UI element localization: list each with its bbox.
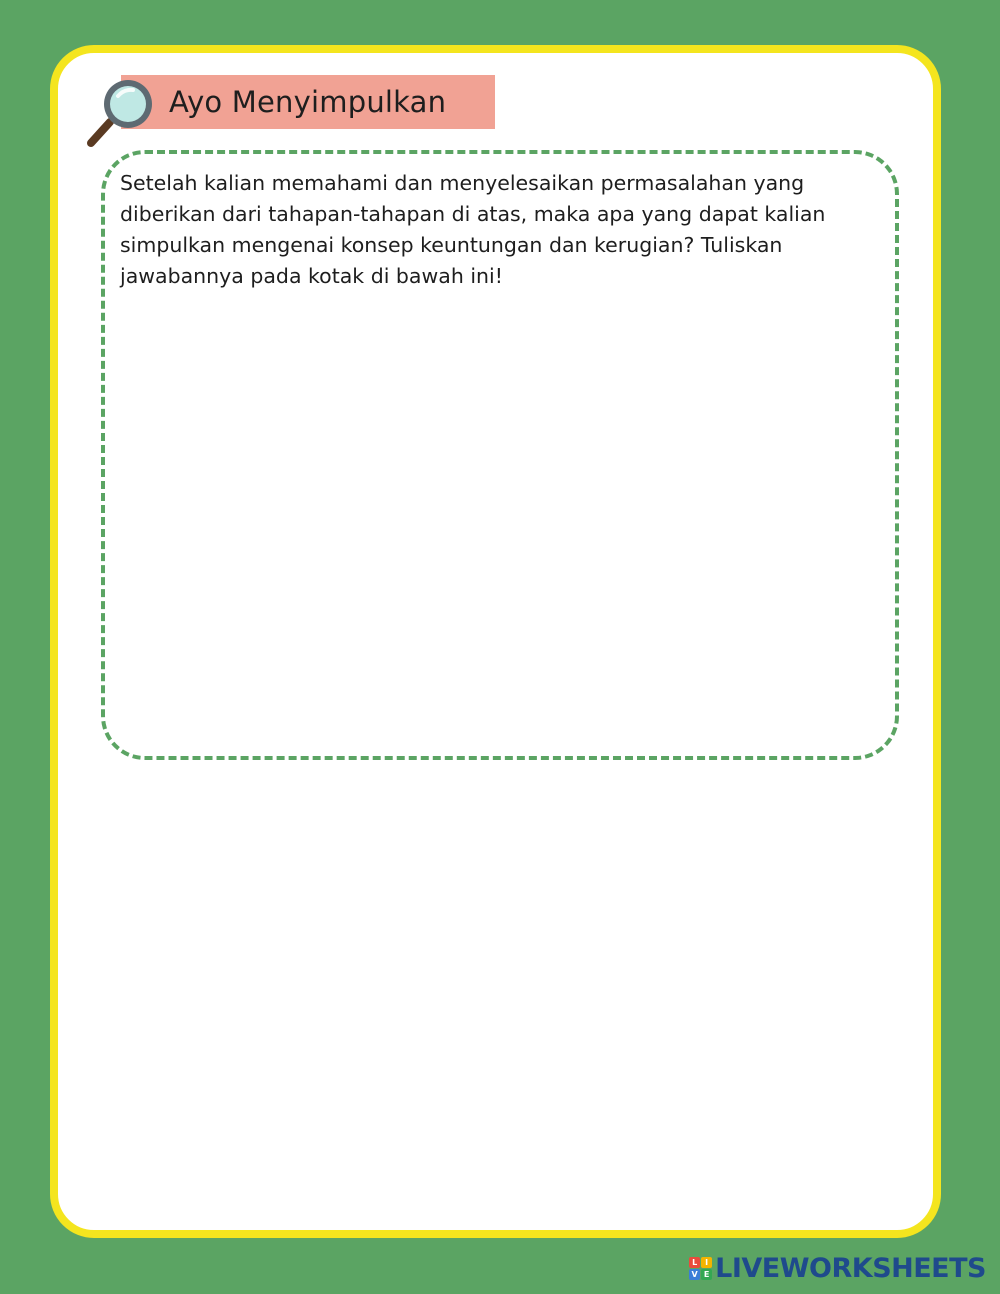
section-title: Ayo Menyimpulkan <box>169 85 447 119</box>
liveworksheets-brand-text: LIVEWORKSHEETS <box>715 1253 986 1284</box>
answer-text-area[interactable] <box>112 300 888 750</box>
logo-letter-v: V <box>689 1269 700 1280</box>
logo-letter-e: E <box>701 1269 712 1280</box>
liveworksheets-logo <box>689 1253 986 1284</box>
magnifier-icon <box>84 76 158 150</box>
logo-letter-l: L <box>689 1257 700 1268</box>
logo-letter-i: I <box>701 1257 712 1268</box>
liveworksheets-logo-icon <box>689 1257 712 1280</box>
section-title-banner <box>121 75 495 129</box>
instruction-text: Setelah kalian memahami dan menyelesaikan permasalahan yang diberikan dari tahapan-tahapan di atas, maka apa yang dapat kalian simpulkan mengenai konsep keuntungan dan kerugian? Tuliskan jawabannya pada kotak di bawah ini! <box>120 171 826 288</box>
